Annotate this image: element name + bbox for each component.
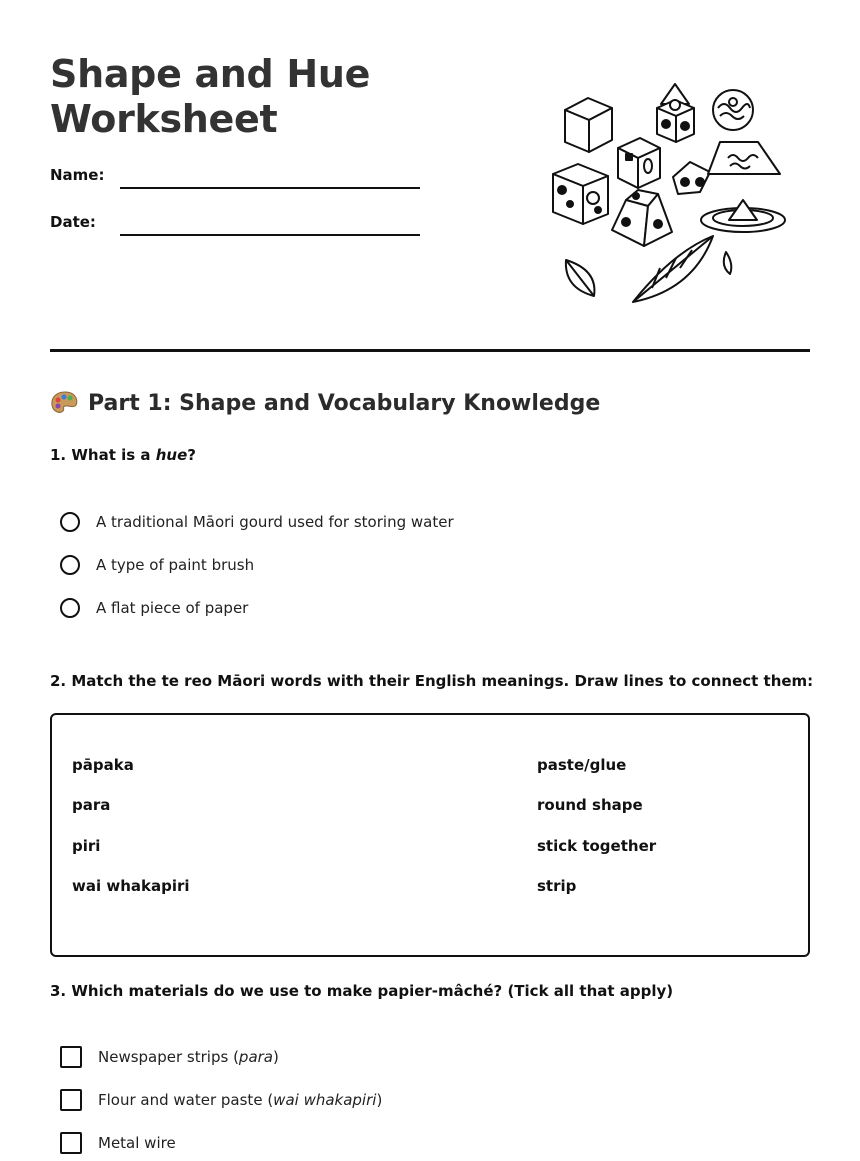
maori-word[interactable]: piri	[72, 837, 101, 855]
q1-option-2[interactable]	[60, 553, 254, 577]
header-divider	[50, 349, 810, 352]
trapezoid-icon	[708, 142, 780, 174]
q3-option-1[interactable]	[60, 1045, 279, 1069]
matching-box	[50, 713, 810, 957]
part1-title-text: Part 1: Shape and Vocabulary Knowledge	[88, 390, 601, 416]
carved-cube-icon	[618, 138, 660, 188]
option-text: Flour and water paste (	[98, 1091, 274, 1109]
question-1-term: hue	[155, 446, 188, 464]
q3-option-2[interactable]	[60, 1088, 382, 1112]
option-label	[98, 1134, 176, 1152]
question-3: 3. Which materials do we use to make papier-mâché? (Tick all that apply)	[50, 982, 674, 1000]
date-label: Date:	[50, 213, 96, 231]
question-1-suffix: ?	[187, 446, 196, 464]
option-label: A traditional Māori gourd used for storing water	[96, 513, 454, 531]
leaf-icon	[566, 236, 731, 302]
option-term: wai whakapiri	[273, 1091, 377, 1109]
name-field-line[interactable]	[120, 187, 420, 189]
checkbox[interactable]	[60, 1089, 82, 1111]
english-meaning[interactable]: paste/glue	[537, 756, 627, 774]
option-close: )	[273, 1048, 279, 1066]
q1-option-3[interactable]	[60, 596, 248, 620]
radio-button[interactable]	[60, 512, 80, 532]
option-text: Metal wire	[98, 1134, 176, 1152]
maori-word[interactable]: para	[72, 796, 111, 814]
question-1-prefix: 1. What is a	[50, 446, 156, 464]
english-meaning[interactable]: stick together	[537, 837, 657, 855]
option-close: )	[376, 1091, 383, 1109]
title-line-1: Shape and Hue	[50, 52, 371, 96]
shapes-illustration	[548, 82, 788, 307]
question-1	[50, 446, 196, 464]
cone-on-water-icon	[701, 200, 785, 232]
date-field-line[interactable]	[120, 234, 420, 236]
english-meaning[interactable]: round shape	[537, 796, 643, 814]
worksheet-title	[50, 52, 370, 142]
title-line-2: Worksheet	[50, 97, 278, 141]
option-label	[98, 1048, 279, 1066]
radio-button[interactable]	[60, 555, 80, 575]
option-term: para	[238, 1048, 273, 1066]
truncated-pyramid-icon	[612, 190, 672, 246]
part1-title	[50, 390, 600, 416]
cube-icon	[565, 98, 612, 152]
patterned-large-cube-icon	[553, 164, 608, 224]
question-2: 2. Match the te reo Māori words with their English meanings. Draw lines to connect them:	[50, 672, 814, 690]
q3-option-3[interactable]	[60, 1131, 176, 1155]
radio-button[interactable]	[60, 598, 80, 618]
name-label: Name:	[50, 166, 105, 184]
option-text: Newspaper strips (	[98, 1048, 239, 1066]
option-label: A type of paint brush	[96, 556, 255, 574]
option-label	[98, 1091, 382, 1109]
checkbox[interactable]	[60, 1046, 82, 1068]
maori-word[interactable]: pāpaka	[72, 756, 134, 774]
patterned-ball-icon	[713, 90, 753, 130]
q1-option-1[interactable]	[60, 510, 454, 534]
palette-icon	[50, 390, 80, 416]
option-label: A flat piece of paper	[96, 599, 249, 617]
spotted-block-icon	[673, 162, 710, 194]
maori-word[interactable]: wai whakapiri	[72, 877, 190, 895]
english-meaning[interactable]: strip	[537, 877, 577, 895]
patterned-pyramid-cube-icon	[657, 84, 694, 142]
checkbox[interactable]	[60, 1132, 82, 1154]
